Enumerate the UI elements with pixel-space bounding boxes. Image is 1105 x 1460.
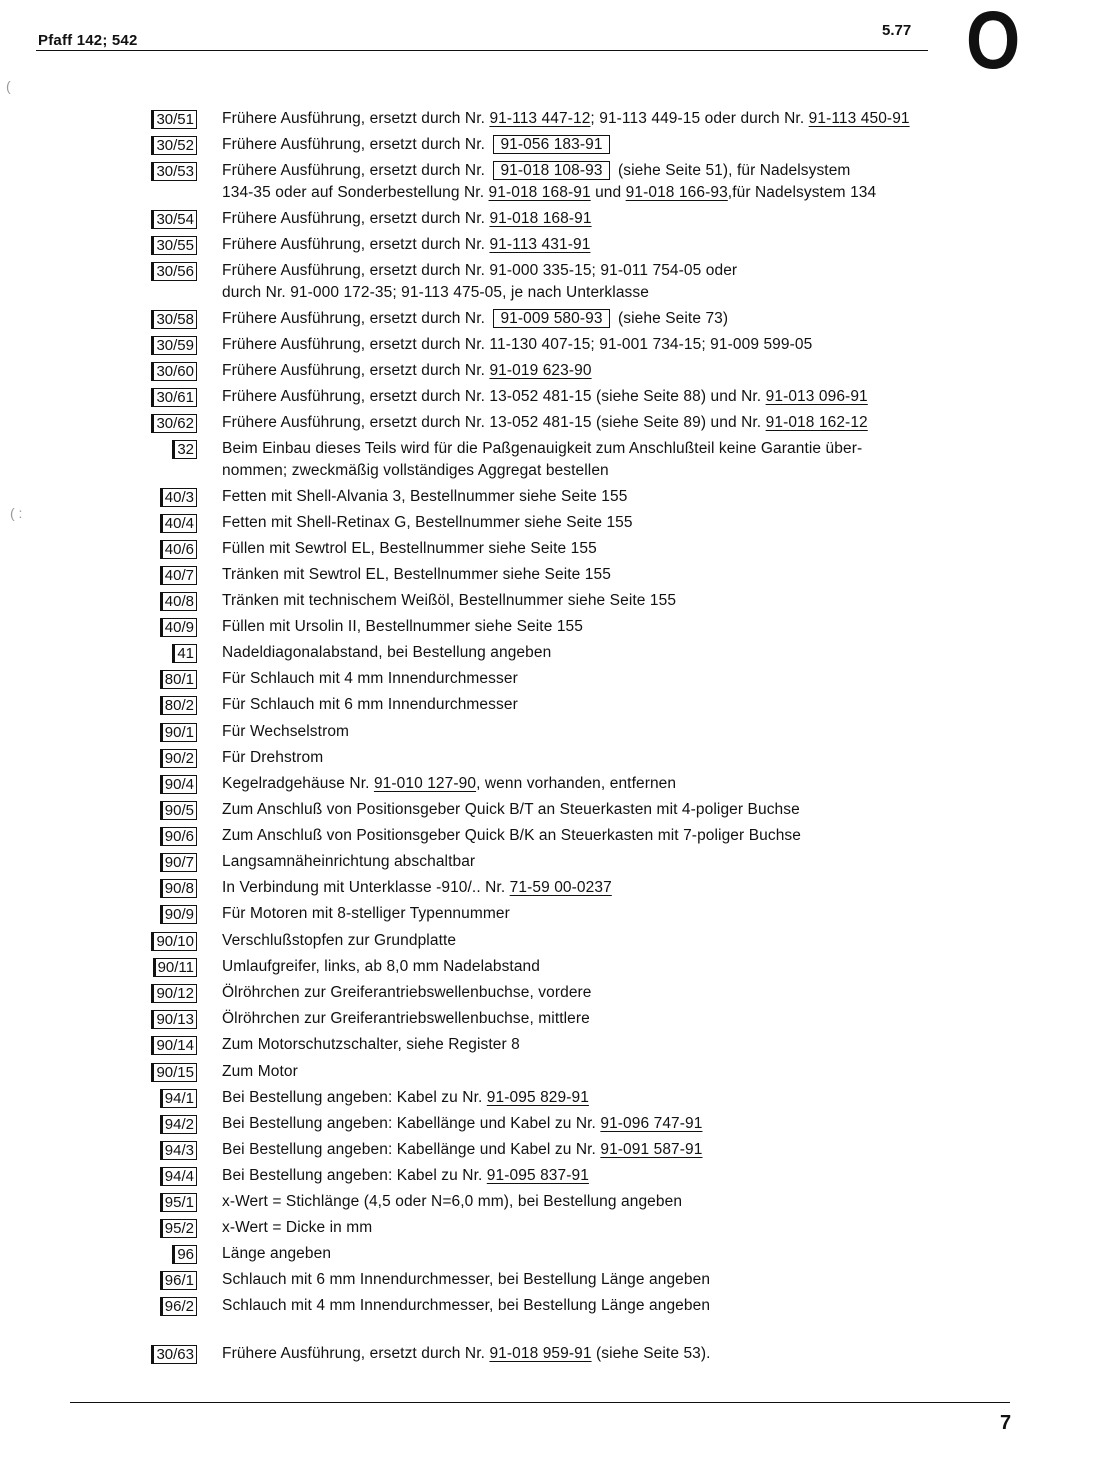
footnote-text-segment: Fetten mit Shell-Retinax G, Bestellnummer siehe Seite 155	[222, 514, 633, 531]
footnote-text-segment: Schlauch mit 4 mm Innendurchmesser, bei Bestellung Länge angeben	[222, 1297, 711, 1314]
footnote-text	[222, 1061, 1012, 1083]
footnote-text-segment: Zum Motorschutzschalter, siehe Register 8	[222, 1036, 520, 1053]
footnote-line	[222, 1034, 1012, 1056]
footnote-line	[222, 1217, 1012, 1239]
footnote-line	[222, 747, 1012, 769]
footnote-text	[222, 799, 1012, 821]
footnote-text	[222, 1113, 1012, 1135]
footnote-code: 90/6	[162, 827, 197, 846]
footnote-line	[222, 386, 1012, 408]
footnote-text	[222, 308, 1012, 330]
footnote-text	[222, 564, 1012, 586]
boxed-part-number: 91-056 183-91	[493, 135, 609, 154]
footnote-text	[222, 234, 1012, 256]
footnote-text-segment: Für Motoren mit 8-stelliger Typennummer	[222, 905, 510, 922]
footer-divider	[70, 1402, 1010, 1403]
footnote-code: 80/2	[162, 696, 197, 715]
footnote-text	[222, 538, 1012, 560]
footnote-line	[222, 930, 1012, 952]
footnote-line	[222, 1243, 1012, 1265]
footnote-text	[222, 616, 1012, 638]
footnote-text-segment: Füllen mit Sewtrol EL, Bestellnummer siehe Seite 155	[222, 540, 597, 557]
footnote-code: 30/63	[153, 1345, 197, 1364]
footnote-text-segment: Tränken mit Sewtrol EL, Bestellnummer siehe Seite 155	[222, 566, 611, 583]
footnote-line	[222, 721, 1012, 743]
footnote-text-segment: Umlaufgreifer, links, ab 8,0 mm Nadelabstand	[222, 958, 540, 975]
footnote-text-segment: Frühere Ausführung, ersetzt durch Nr. 13-052 481-15 (siehe Seite 88) und Nr.	[222, 388, 766, 405]
footnote-text	[222, 668, 1012, 690]
footnote-text-segment: , wenn vorhanden, entfernen	[476, 775, 677, 792]
footnote-text	[222, 1191, 1012, 1213]
part-number-reference: 91-019 623-90	[489, 362, 592, 379]
footnote-text-segment: durch Nr. 91-000 172-35; 91-113 475-05, je nach Unterklasse	[222, 284, 649, 301]
footnote-code: 30/53	[153, 162, 197, 181]
footnote-line	[222, 1061, 1012, 1083]
part-number-reference: 91-113 431-91	[489, 236, 591, 253]
footnote-line	[222, 1191, 1012, 1213]
footnote-code: 90/15	[153, 1063, 197, 1082]
footnote-code: 90/12	[153, 984, 197, 1003]
footnote-text-segment: Ölröhrchen zur Greiferantriebswellenbuchse, mittlere	[222, 1010, 590, 1027]
footnote-line	[222, 208, 1012, 230]
footnote-text-segment: Frühere Ausführung, ersetzt durch Nr.	[222, 162, 490, 179]
footnote-text	[222, 208, 1012, 230]
footnote-code: 32	[174, 440, 197, 459]
part-number-reference: 91-113 447-12	[489, 110, 591, 127]
footnote-text	[222, 1034, 1012, 1056]
part-number-reference: 91-018 959-91	[489, 1345, 592, 1362]
footnote-text-segment: Für Drehstrom	[222, 749, 324, 766]
footnote-text-segment: Frühere Ausführung, ersetzt durch Nr. 11-130 407-15; 91-001 734-15; 91-009 599-05	[222, 336, 813, 353]
footnote-text	[222, 108, 1012, 130]
footnote-text	[222, 773, 1012, 795]
footnote-text	[222, 260, 1012, 304]
footnote-text-segment: Frühere Ausführung, ersetzt durch Nr.	[222, 362, 490, 379]
footnote-line	[222, 773, 1012, 795]
footnote-text-segment: Für Schlauch mit 6 mm Innendurchmesser	[222, 696, 518, 713]
footnote-line	[222, 460, 1012, 482]
footnote-text-segment: Frühere Ausführung, ersetzt durch Nr.	[222, 136, 490, 153]
footnote-line	[222, 642, 1012, 664]
footnote-line	[222, 182, 1012, 204]
section-letter: O	[966, 0, 1021, 86]
footnote-text-segment: Langsamnäheinrichtung abschaltbar	[222, 853, 476, 870]
footnote-text	[222, 1139, 1012, 1161]
footnote-text-segment: Frühere Ausführung, ersetzt durch Nr.	[222, 210, 490, 227]
footnote-text	[222, 1087, 1012, 1109]
footnote-line	[222, 486, 1012, 508]
footnote-code: 40/3	[162, 488, 197, 507]
part-number-reference: 91-091 587-91	[600, 1141, 703, 1158]
footnote-code: 30/58	[153, 310, 197, 329]
footnote-code: 40/7	[162, 566, 197, 585]
boxed-part-number: 91-009 580-93	[493, 309, 609, 328]
footnote-code: 40/4	[162, 514, 197, 533]
footnote-text	[222, 930, 1012, 952]
footnote-code: 90/2	[162, 749, 197, 768]
footnote-line	[222, 1295, 1012, 1317]
footnote-code: 41	[174, 644, 197, 663]
footnote-line	[222, 982, 1012, 1004]
part-number-reference: 91-018 168-91	[488, 184, 591, 201]
footnote-line	[222, 108, 1012, 130]
footnote-text	[222, 747, 1012, 769]
footnote-text-segment: (siehe Seite 53).	[591, 1345, 711, 1362]
footnote-text-segment: Bei Bestellung angeben: Kabellänge und Kabel zu Nr.	[222, 1115, 601, 1132]
footnote-text-segment: x-Wert = Dicke in mm	[222, 1219, 373, 1236]
footnote-text-segment: Frühere Ausführung, ersetzt durch Nr.	[222, 236, 490, 253]
part-number-reference: 91-018 162-12	[765, 414, 868, 431]
footnote-code: 94/2	[162, 1115, 197, 1134]
footnote-text	[222, 412, 1012, 434]
footnote-code: 96	[174, 1245, 197, 1264]
footnote-code: 94/1	[162, 1089, 197, 1108]
footnote-line	[222, 668, 1012, 690]
footnote-text-segment: Verschlußstopfen zur Grundplatte	[222, 932, 457, 949]
footnote-code: 96/2	[162, 1297, 197, 1316]
footnote-text	[222, 956, 1012, 978]
footnote-code: 90/8	[162, 879, 197, 898]
footnote-code: 30/54	[153, 210, 197, 229]
footnote-code: 30/59	[153, 336, 197, 355]
footnote-line	[222, 903, 1012, 925]
footnote-text-segment: 134-35 oder auf Sonderbestellung Nr.	[222, 184, 489, 201]
footnote-line	[222, 1008, 1012, 1030]
footnote-text-segment: Fetten mit Shell-Alvania 3, Bestellnummer siehe Seite 155	[222, 488, 628, 505]
footnote-line	[222, 1139, 1012, 1161]
footnote-text-segment: Frühere Ausführung, ersetzt durch Nr.	[222, 110, 490, 127]
footnote-code: 90/10	[153, 932, 197, 951]
footnote-line	[222, 1269, 1012, 1291]
footnote-code: 30/56	[153, 262, 197, 281]
footnote-code: 95/1	[162, 1193, 197, 1212]
footnote-text-segment: Frühere Ausführung, ersetzt durch Nr.	[222, 1345, 490, 1362]
footnote-code: 90/1	[162, 723, 197, 742]
footnote-text-segment: Frühere Ausführung, ersetzt durch Nr. 13-052 481-15 (siehe Seite 89) und Nr.	[222, 414, 766, 431]
footnote-code: 95/2	[162, 1219, 197, 1238]
footnote-text-segment: (siehe Seite 73)	[613, 310, 729, 327]
footnote-code: 90/11	[155, 958, 197, 977]
part-number-reference: 91-018 168-91	[489, 210, 592, 227]
footnote-text-segment: Frühere Ausführung, ersetzt durch Nr. 91-000 335-15; 91-011 754-05 oder	[222, 262, 738, 279]
part-number-reference: 91-013 096-91	[765, 388, 868, 405]
footnote-code: 30/51	[153, 110, 197, 129]
footnote-line	[222, 438, 1012, 460]
footnote-text	[222, 903, 1012, 925]
footnote-text-segment: Länge angeben	[222, 1245, 332, 1262]
footnote-code: 90/4	[162, 775, 197, 794]
footnote-code: 80/1	[162, 670, 197, 689]
footnote-line	[222, 694, 1012, 716]
footnote-code: 30/61	[153, 388, 197, 407]
footnote-text-segment: nommen; zweckmäßig vollständiges Aggregat bestellen	[222, 462, 609, 479]
footnote-text	[222, 1008, 1012, 1030]
footnote-code: 30/52	[153, 136, 197, 155]
footnote-text	[222, 1269, 1012, 1291]
footnote-line	[222, 412, 1012, 434]
footnote-text	[222, 1165, 1012, 1187]
footnote-code: 90/9	[162, 905, 197, 924]
part-number-reference: 91-018 166-93	[625, 184, 728, 201]
footnote-line	[222, 1113, 1012, 1135]
footnote-code: 40/9	[162, 618, 197, 637]
footnote-text	[222, 851, 1012, 873]
footnote-text	[222, 386, 1012, 408]
footnote-text-segment: In Verbindung mit Unterklasse -910/.. Nr.	[222, 879, 510, 896]
footnote-text	[222, 160, 1012, 204]
footnote-line	[222, 956, 1012, 978]
part-number-reference: 91-113 450-91	[808, 110, 910, 127]
footnote-code: 40/8	[162, 592, 197, 611]
footnote-text	[222, 486, 1012, 508]
footnote-text-segment: Nadeldiagonalabstand, bei Bestellung angeben	[222, 644, 552, 661]
footnote-code: 96/1	[162, 1271, 197, 1290]
document-date: 5.77	[882, 22, 912, 39]
footnote-text	[222, 694, 1012, 716]
footnote-line	[222, 564, 1012, 586]
footnote-text-segment: Für Schlauch mit 4 mm Innendurchmesser	[222, 670, 518, 687]
part-number-reference: 91-010 127-90	[373, 775, 477, 792]
footnote-line	[222, 134, 1012, 156]
footnote-text-segment: Schlauch mit 6 mm Innendurchmesser, bei Bestellung Länge angeben	[222, 1271, 711, 1288]
footnote-line	[222, 538, 1012, 560]
footnote-code: 30/55	[153, 236, 197, 255]
footnote-code: 94/4	[162, 1167, 197, 1186]
footnote-line	[222, 1087, 1012, 1109]
footnote-line	[222, 334, 1012, 356]
footnote-line	[222, 877, 1012, 899]
footnote-line	[222, 799, 1012, 821]
footnote-line	[222, 616, 1012, 638]
footnote-line	[222, 160, 1012, 182]
footnote-text-segment: Frühere Ausführung, ersetzt durch Nr.	[222, 310, 490, 327]
footnote-code: 40/6	[162, 540, 197, 559]
footnote-line	[222, 825, 1012, 847]
part-number-reference: 91-096 747-91	[600, 1115, 703, 1132]
footnote-text-segment: Bei Bestellung angeben: Kabel zu Nr.	[222, 1089, 487, 1106]
footnote-text-segment: (siehe Seite 51), für Nadelsystem	[613, 162, 851, 179]
footnote-text	[222, 982, 1012, 1004]
footnote-text-segment: Füllen mit Ursolin II, Bestellnummer siehe Seite 155	[222, 618, 583, 635]
footnote-code: 30/62	[153, 414, 197, 433]
part-number-reference: 91-095 837-91	[486, 1167, 589, 1184]
page-number: 7	[1000, 1412, 1012, 1434]
footnote-code: 90/13	[153, 1010, 197, 1029]
footnote-text	[222, 1343, 1012, 1365]
footnote-text-segment: Zum Anschluß von Positionsgeber Quick B/K an Steuerkasten mit 7-poliger Buchse	[222, 827, 801, 844]
footnote-text	[222, 334, 1012, 356]
footnote-code: 90/5	[162, 801, 197, 820]
footnote-text-segment: Zum Anschluß von Positionsgeber Quick B/T an Steuerkasten mit 4-poliger Buchse	[222, 801, 800, 818]
footnote-text	[222, 438, 1012, 482]
footnote-line	[222, 1343, 1012, 1365]
footnote-text-segment: Tränken mit technischem Weißöl, Bestellnummer siehe Seite 155	[222, 592, 677, 609]
footnote-text-segment: x-Wert = Stichlänge (4,5 oder N=6,0 mm), bei Bestellung angeben	[222, 1193, 683, 1210]
footnote-line	[222, 360, 1012, 382]
footnote-text-segment: Kegelradgehäuse Nr.	[222, 775, 374, 792]
footnote-text	[222, 642, 1012, 664]
scan-mark: (	[6, 78, 11, 94]
document-title: Pfaff 142; 542	[38, 32, 138, 49]
footnote-line	[222, 282, 1012, 304]
footnote-code: 90/7	[162, 853, 197, 872]
footnote-text	[222, 1217, 1012, 1239]
footnote-text-segment: ,für Nadelsystem 134	[727, 184, 877, 201]
scan-mark: ( :	[10, 505, 23, 521]
footnote-text	[222, 512, 1012, 534]
footnote-text	[222, 360, 1012, 382]
part-number-reference: 91-095 829-91	[486, 1089, 589, 1106]
footnote-text	[222, 1295, 1012, 1317]
footnote-text-segment: ; 91-113 449-15 oder durch Nr.	[590, 110, 809, 127]
footnote-line	[222, 260, 1012, 282]
footnote-line	[222, 1165, 1012, 1187]
footnote-text-segment: Ölröhrchen zur Greiferantriebswellenbuchse, vordere	[222, 984, 592, 1001]
footnote-text-segment: Für Wechselstrom	[222, 723, 350, 740]
footnote-text	[222, 721, 1012, 743]
footnote-text-segment: Bei Bestellung angeben: Kabel zu Nr.	[222, 1167, 487, 1184]
footnote-line	[222, 512, 1012, 534]
footnote-text	[222, 134, 1012, 156]
footnote-code: 90/14	[153, 1036, 197, 1055]
footnote-text-segment: Zum Motor	[222, 1063, 298, 1080]
footnote-text	[222, 590, 1012, 612]
footnote-line	[222, 851, 1012, 873]
footnote-line	[222, 590, 1012, 612]
footnote-text-segment: Bei Bestellung angeben: Kabellänge und Kabel zu Nr.	[222, 1141, 601, 1158]
footnote-line	[222, 234, 1012, 256]
boxed-part-number: 91-018 108-93	[493, 161, 609, 180]
footnote-text-segment: Beim Einbau dieses Teils wird für die Paßgenauigkeit zum Anschlußteil keine Garantie über-	[222, 440, 863, 457]
footnote-code: 30/60	[153, 362, 197, 381]
footnote-text-segment: und	[590, 184, 626, 201]
part-number-reference: 71-59 00-0237	[509, 879, 612, 896]
footnote-line	[222, 308, 1012, 330]
footnote-text	[222, 825, 1012, 847]
footnote-code: 94/3	[162, 1141, 197, 1160]
footnote-text	[222, 877, 1012, 899]
footnote-text	[222, 1243, 1012, 1265]
